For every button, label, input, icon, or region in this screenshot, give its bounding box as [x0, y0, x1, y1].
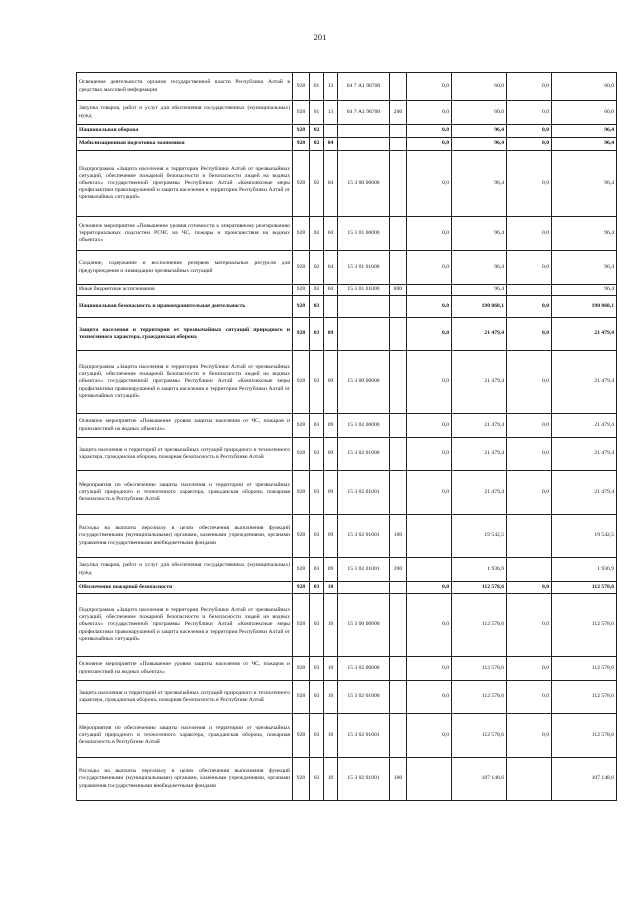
amount-col4: 96,4: [552, 138, 617, 151]
amount-col1: 0,0: [407, 681, 452, 714]
amount-col3: 0,0: [507, 471, 552, 515]
amount-col2: 19 542,5: [452, 515, 507, 558]
target-article-code: 15 3 02 01001: [338, 558, 390, 582]
subsection-code: 09: [324, 438, 338, 471]
table-row: [77, 414, 617, 438]
amount-col3: [507, 285, 552, 296]
amount-col2: 21 479,4: [452, 318, 507, 351]
amount-col1: [407, 285, 452, 296]
grbs-code: 928: [293, 73, 310, 101]
expense-type-code: 800: [390, 285, 407, 296]
row-name: Закупка товаров, работ и услуг для обеспечения государственных (муниципальных) нужд: [77, 558, 293, 582]
target-article-code: 15 3 00 00000: [338, 351, 390, 414]
amount-col2: 96,4: [452, 285, 507, 296]
grbs-code: 928: [293, 471, 310, 515]
expense-type-code: [390, 73, 407, 101]
subsection-code: 09: [324, 471, 338, 515]
target-article-code: 15 3 02 01001: [338, 758, 390, 801]
grbs-code: 928: [293, 138, 310, 151]
table-row: [77, 138, 617, 151]
row-name: Подпрограмма «Защита населения и территории Республики Алтай от чрезвычайных ситуаций, обеспечение пожарной безопасности и безопасности людей на водных объектах» государственной программы Республики Алтай «Комплексные меры профилактики правонарушений и защита населения и территории Республики Алтай от чрезвычайных ситуаций»: [77, 151, 293, 217]
table-row: [77, 558, 617, 582]
subsection-code: [324, 125, 338, 138]
subsection-code: 09: [324, 515, 338, 558]
target-article-code: 15 3 02 01001: [338, 471, 390, 515]
amount-col2: 107 148,6: [452, 758, 507, 801]
amount-col4: 190 068,1: [552, 296, 617, 318]
expense-type-code: [390, 471, 407, 515]
grbs-code: 928: [293, 251, 310, 285]
subsection-code: 10: [324, 681, 338, 714]
target-article-code: [338, 296, 390, 318]
amount-col2: 60,0: [452, 73, 507, 101]
row-name: Подпрограмма «Защита населения и территории Республики Алтай от чрезвычайных ситуаций, обеспечение пожарной безопасности и безопасности людей на водных объектах» государственной программы Республики Алтай «Комплексные меры профилактики правонарушений и защита населения и территории Республики Алтай от чрезвычайных ситуаций»: [77, 594, 293, 657]
amount-col3: [507, 558, 552, 582]
amount-col3: [507, 758, 552, 801]
page-number: 201: [313, 32, 327, 42]
amount-col3: 0,0: [507, 714, 552, 758]
expense-type-code: [390, 151, 407, 217]
target-article-code: 15 3 01 01000: [338, 285, 390, 296]
amount-col4: 21 479,4: [552, 471, 617, 515]
expense-type-code: [390, 217, 407, 251]
target-article-code: [338, 125, 390, 138]
amount-col2: 96,4: [452, 138, 507, 151]
amount-col4: 112 578,6: [552, 681, 617, 714]
amount-col1: 0,0: [407, 101, 452, 125]
amount-col3: 0,0: [507, 251, 552, 285]
amount-col2: 190 068,1: [452, 296, 507, 318]
table-row: [77, 125, 617, 138]
row-name: Основное мероприятие «Повышение уровня защиты населения от ЧС, пожаров и происшествий на водных объектах»: [77, 414, 293, 438]
table-row: [77, 151, 617, 217]
target-article-code: 04 7 А1 98700: [338, 101, 390, 125]
table-row: [77, 714, 617, 758]
grbs-code: 928: [293, 285, 310, 296]
row-name: Подпрограмма «Защита населения и территории Республики Алтай от чрезвычайных ситуаций, обеспечение пожарной безопасности и безопасности людей на водных объектах» государственной программы Республики Алтай «Комплексные меры профилактики правонарушений и защита населения и территории Республики Алтай от чрезвычайных ситуаций»: [77, 351, 293, 414]
expense-type-code: [390, 714, 407, 758]
grbs-code: 928: [293, 125, 310, 138]
target-article-code: 15 3 02 01000: [338, 438, 390, 471]
target-article-code: 15 3 02 00000: [338, 657, 390, 681]
section-code: 02: [310, 285, 324, 296]
amount-col3: [507, 515, 552, 558]
section-code: 02: [310, 151, 324, 217]
row-name: Иные бюджетные ассигнования: [77, 285, 293, 296]
amount-col1: 0,0: [407, 318, 452, 351]
subsection-code: 04: [324, 138, 338, 151]
amount-col3: 0,0: [507, 318, 552, 351]
row-name: Защита населения и территорий от чрезвычайных ситуаций природного и техногенного характера, гражданская оборона, пожарная безопасность в Республике Алтай: [77, 681, 293, 714]
subsection-code: 10: [324, 758, 338, 801]
table-row: [77, 101, 617, 125]
expense-type-code: [390, 594, 407, 657]
section-code: 03: [310, 351, 324, 414]
amount-col3: 0,0: [507, 101, 552, 125]
section-code: 02: [310, 251, 324, 285]
target-article-code: 15 3 00 00000: [338, 151, 390, 217]
amount-col4: 21 479,4: [552, 351, 617, 414]
expense-type-code: [390, 318, 407, 351]
grbs-code: 928: [293, 714, 310, 758]
amount-col4: 21 479,4: [552, 438, 617, 471]
section-code: 02: [310, 217, 324, 251]
row-name: Мероприятия по обеспечению защиты населения и территории от чрезвычайных ситуаций природного и техногенного характера, гражданская оборона, пожарная безопасность в Республике Алтай: [77, 471, 293, 515]
target-article-code: 04 7 А1 98700: [338, 73, 390, 101]
expense-type-code: 100: [390, 758, 407, 801]
row-name: Основное мероприятие «Повышение уровня готовности к оперативному реагированию территориальных подсистем РСЧС на ЧС, пожары и происшествия на водных объектах»: [77, 217, 293, 251]
grbs-code: 928: [293, 594, 310, 657]
expense-type-code: 200: [390, 558, 407, 582]
section-code: 03: [310, 758, 324, 801]
amount-col4: 19 542,5: [552, 515, 617, 558]
table-row: [77, 657, 617, 681]
target-article-code: 15 3 00 00000: [338, 594, 390, 657]
amount-col1: 0,0: [407, 151, 452, 217]
amount-col3: 0,0: [507, 351, 552, 414]
table-row: [77, 438, 617, 471]
section-code: 03: [310, 515, 324, 558]
row-name: Защита населения и территории от чрезвычайных ситуаций природного и техногенного характера, гражданская оборона: [77, 318, 293, 351]
amount-col3: 0,0: [507, 217, 552, 251]
expense-type-code: [390, 251, 407, 285]
amount-col4: 112 578,6: [552, 582, 617, 594]
table-row: [77, 217, 617, 251]
amount-col2: 96,4: [452, 125, 507, 138]
section-code: 03: [310, 657, 324, 681]
grbs-code: 928: [293, 515, 310, 558]
amount-col3: 0,0: [507, 657, 552, 681]
amount-col1: 0,0: [407, 125, 452, 138]
subsection-code: 04: [324, 251, 338, 285]
section-code: 03: [310, 594, 324, 657]
row-name: Создание, содержание и восполнение резервов материальных ресурсов для предупреждения и ликвидации чрезвычайных ситуаций: [77, 251, 293, 285]
row-name: Защита населения и территорий от чрезвычайных ситуаций природного и техногенного характера, гражданская оборона, пожарная безопасность в Республике Алтай: [77, 438, 293, 471]
table-row: [77, 515, 617, 558]
subsection-code: 10: [324, 582, 338, 594]
amount-col2: 96,4: [452, 151, 507, 217]
section-code: 01: [310, 73, 324, 101]
section-code: 03: [310, 681, 324, 714]
target-article-code: [338, 318, 390, 351]
amount-col2: 21 479,4: [452, 351, 507, 414]
amount-col1: [407, 515, 452, 558]
amount-col2: 112 578,6: [452, 657, 507, 681]
amount-col4: 60,0: [552, 101, 617, 125]
table-row: [77, 318, 617, 351]
section-code: 03: [310, 582, 324, 594]
grbs-code: 928: [293, 657, 310, 681]
expense-type-code: [390, 138, 407, 151]
amount-col1: 0,0: [407, 351, 452, 414]
target-article-code: 15 3 01 00000: [338, 217, 390, 251]
amount-col2: 21 479,4: [452, 438, 507, 471]
table-row: [77, 285, 617, 296]
subsection-code: 13: [324, 73, 338, 101]
amount-col1: 0,0: [407, 414, 452, 438]
section-code: 03: [310, 414, 324, 438]
subsection-code: 10: [324, 594, 338, 657]
target-article-code: [338, 582, 390, 594]
grbs-code: 928: [293, 217, 310, 251]
expense-type-code: 200: [390, 101, 407, 125]
table-row: [77, 251, 617, 285]
amount-col4: 112 578,6: [552, 657, 617, 681]
amount-col3: 0,0: [507, 582, 552, 594]
row-name: Основное мероприятие «Повышение уровня защиты населения от ЧС, пожаров и происшествий на водных объектах»: [77, 657, 293, 681]
amount-col1: 0,0: [407, 471, 452, 515]
amount-col3: 0,0: [507, 594, 552, 657]
expense-type-code: [390, 657, 407, 681]
subsection-code: 10: [324, 714, 338, 758]
amount-col2: 96,4: [452, 217, 507, 251]
section-code: 03: [310, 558, 324, 582]
table-row: [77, 681, 617, 714]
amount-col3: 0,0: [507, 296, 552, 318]
subsection-code: 09: [324, 351, 338, 414]
subsection-code: 09: [324, 318, 338, 351]
grbs-code: 928: [293, 582, 310, 594]
section-code: 02: [310, 125, 324, 138]
row-name: Расходы на выплаты персоналу в целях обеспечения выполнения функций государственными (муниципальными) органами, казенными учреждениями, органами управления государственными внебюджетными фондами: [77, 758, 293, 801]
grbs-code: 928: [293, 318, 310, 351]
amount-col2: 60,0: [452, 101, 507, 125]
expense-type-code: [390, 296, 407, 318]
target-article-code: 15 3 02 00000: [338, 414, 390, 438]
grbs-code: 928: [293, 101, 310, 125]
grbs-code: 928: [293, 296, 310, 318]
table-row: [77, 471, 617, 515]
section-code: 03: [310, 714, 324, 758]
amount-col4: 96,4: [552, 285, 617, 296]
amount-col1: 0,0: [407, 251, 452, 285]
grbs-code: 928: [293, 414, 310, 438]
amount-col4: 21 479,4: [552, 318, 617, 351]
expense-type-code: [390, 125, 407, 138]
amount-col1: 0,0: [407, 714, 452, 758]
table-row: [77, 594, 617, 657]
section-code: 03: [310, 318, 324, 351]
row-name: Мероприятия по обеспечению защиты населения и территории от чрезвычайных ситуаций природного и техногенного характера, гражданская оборона, пожарная безопасность в Республике Алтай: [77, 714, 293, 758]
grbs-code: 928: [293, 758, 310, 801]
amount-col1: 0,0: [407, 438, 452, 471]
grbs-code: 928: [293, 438, 310, 471]
subsection-code: 04: [324, 151, 338, 217]
amount-col4: 96,4: [552, 251, 617, 285]
subsection-code: 04: [324, 217, 338, 251]
amount-col4: 1 936,9: [552, 558, 617, 582]
table-row: [77, 73, 617, 101]
subsection-code: 10: [324, 657, 338, 681]
amount-col3: 0,0: [507, 681, 552, 714]
target-article-code: 15 3 02 01001: [338, 714, 390, 758]
amount-col2: 96,4: [452, 251, 507, 285]
row-name: Обеспечение пожарной безопасности: [77, 582, 293, 594]
amount-col2: 1 936,9: [452, 558, 507, 582]
grbs-code: 928: [293, 151, 310, 217]
amount-col3: 0,0: [507, 73, 552, 101]
subsection-code: [324, 296, 338, 318]
grbs-code: 928: [293, 681, 310, 714]
amount-col1: 0,0: [407, 296, 452, 318]
amount-col4: 96,4: [552, 151, 617, 217]
expense-type-code: [390, 414, 407, 438]
amount-col1: 0,0: [407, 217, 452, 251]
grbs-code: 928: [293, 351, 310, 414]
row-name: Национальная безопасность и правоохранительная деятельность: [77, 296, 293, 318]
subsection-code: 13: [324, 101, 338, 125]
amount-col2: 112 578,6: [452, 582, 507, 594]
amount-col1: [407, 758, 452, 801]
amount-col3: 0,0: [507, 438, 552, 471]
amount-col1: 0,0: [407, 582, 452, 594]
expense-type-code: [390, 438, 407, 471]
table-row: [77, 351, 617, 414]
section-code: 03: [310, 471, 324, 515]
amount-col2: 112 578,6: [452, 594, 507, 657]
amount-col3: 0,0: [507, 151, 552, 217]
section-code: 01: [310, 101, 324, 125]
amount-col4: 112 578,6: [552, 594, 617, 657]
amount-col1: 0,0: [407, 657, 452, 681]
amount-col1: 0,0: [407, 138, 452, 151]
subsection-code: 09: [324, 414, 338, 438]
amount-col4: 21 479,4: [552, 414, 617, 438]
amount-col3: 0,0: [507, 138, 552, 151]
row-name: Закупка товаров, работ и услуг для обеспечения государственных (муниципальных) нужд: [77, 101, 293, 125]
target-article-code: 15 3 01 01000: [338, 251, 390, 285]
amount-col2: 21 479,4: [452, 414, 507, 438]
row-name: Расходы на выплаты персоналу в целях обеспечения выполнения функций государственными (муниципальными) органами, казенными учреждениями, органами управления государственными внебюджетными фондами: [77, 515, 293, 558]
row-name: Освещение деятельности органов государственной власти Республики Алтай в средствах массовой информации: [77, 73, 293, 101]
target-article-code: 15 3 02 01001: [338, 515, 390, 558]
amount-col2: 112 578,6: [452, 714, 507, 758]
subsection-code: 09: [324, 558, 338, 582]
amount-col4: 96,4: [552, 217, 617, 251]
section-code: 03: [310, 296, 324, 318]
amount-col4: 96,4: [552, 125, 617, 138]
expense-type-code: 100: [390, 515, 407, 558]
grbs-code: 928: [293, 558, 310, 582]
section-code: 03: [310, 438, 324, 471]
target-article-code: 15 3 02 01000: [338, 681, 390, 714]
amount-col4: 60,0: [552, 73, 617, 101]
expense-type-code: [390, 681, 407, 714]
subsection-code: 04: [324, 285, 338, 296]
amount-col2: 21 479,4: [452, 471, 507, 515]
amount-col4: 107 148,6: [552, 758, 617, 801]
amount-col1: [407, 558, 452, 582]
amount-col3: 0,0: [507, 414, 552, 438]
row-name: Мобилизационная подготовка экономики: [77, 138, 293, 151]
table-row: [77, 758, 617, 801]
budget-table: [76, 72, 617, 801]
amount-col4: 112 578,6: [552, 714, 617, 758]
expense-type-code: [390, 351, 407, 414]
amount-col2: 112 578,6: [452, 681, 507, 714]
amount-col3: 0,0: [507, 125, 552, 138]
table-row: [77, 296, 617, 318]
table-row: [77, 582, 617, 594]
row-name: Национальная оборона: [77, 125, 293, 138]
amount-col1: 0,0: [407, 73, 452, 101]
section-code: 02: [310, 138, 324, 151]
amount-col1: 0,0: [407, 594, 452, 657]
target-article-code: [338, 138, 390, 151]
expense-type-code: [390, 582, 407, 594]
